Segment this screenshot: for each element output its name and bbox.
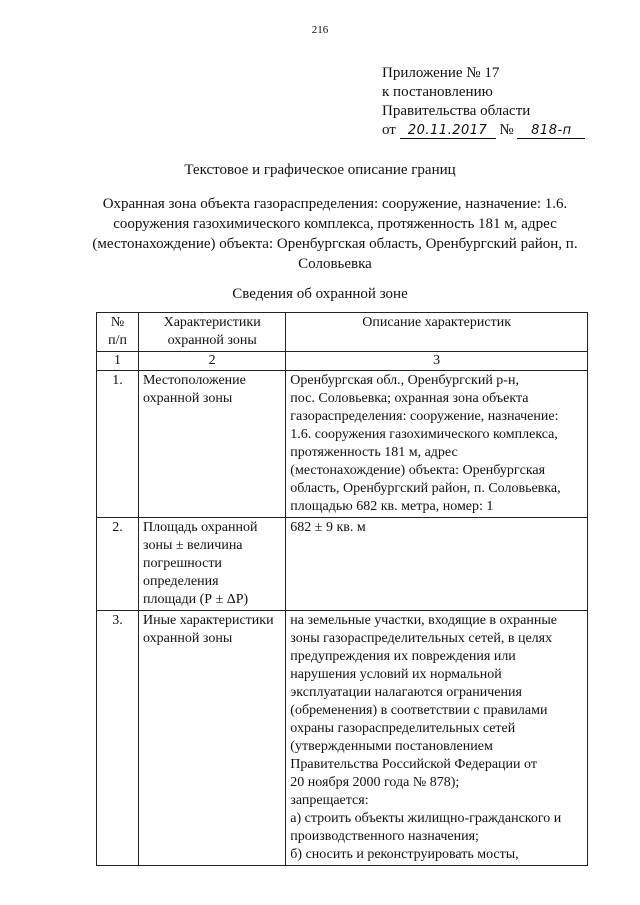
row-number: 2. bbox=[97, 518, 139, 611]
appendix-line-1: Приложение № 17 bbox=[382, 65, 500, 81]
table-header-row bbox=[97, 313, 588, 352]
appendix-date-line bbox=[382, 121, 585, 140]
row-characteristic: Местоположение охранной зоны bbox=[139, 371, 286, 518]
header-characteristics: Характеристики охранной зоны bbox=[139, 313, 286, 352]
handwritten-date: 20.11.2017 bbox=[400, 123, 496, 139]
row-number: 1. bbox=[97, 371, 139, 518]
table-row bbox=[97, 371, 588, 518]
row-description: Оренбургская обл., Оренбургский р-н, пос. Соловьевка; охранная зона объекта газораспределения: сооружение, назначение: 1.6. сооружения газохимического комплекса, протяженность 181 м, адрес (местонахождение) объекта: Оренбургская область, Оренбургский район, п. Соловьевка, площадью 682 кв. метра, номер: 1 bbox=[286, 371, 588, 518]
header-description: Описание характеристик bbox=[286, 313, 588, 352]
table-row bbox=[97, 611, 588, 866]
index-cell: 1 bbox=[97, 352, 139, 371]
zone-description: Охранная зона объекта газораспределения: сооружение, назначение: 1.6. сооружения газохимического комплекса, протяженность 181 м, адрес (местонахождение) объекта: Оренбургская область, Оренбургский район, п. Соловьевка bbox=[92, 196, 578, 272]
index-cell: 3 bbox=[286, 352, 588, 371]
row-characteristic: Площадь охранной зоны ± величина погрешности определения площади (Р ± ΔР) bbox=[139, 518, 286, 611]
handwritten-number: 818-п bbox=[517, 123, 585, 139]
protection-zone-table bbox=[96, 312, 588, 866]
index-cell: 2 bbox=[139, 352, 286, 371]
row-description: на земельные участки, входящие в охранные зоны газораспределительных сетей, в целях предупреждения их повреждения или нарушения условий их нормальной эксплуатации налагаются ограничения (обременения) в соответствии с правилами охраны газораспределительных сетей (утвержденными постановлением Правительства Российской Федерации от 20 ноября 2000 года № 878); запрещается: а) строить объекты жилищно-гражданского и производственного назначения; б) сносить и реконструировать мосты, bbox=[286, 611, 588, 866]
table-row bbox=[97, 518, 588, 611]
number-label: № bbox=[499, 122, 514, 138]
header-number: № п/п bbox=[97, 313, 139, 352]
table-index-row bbox=[97, 352, 588, 371]
row-number: 3. bbox=[97, 611, 139, 866]
row-characteristic: Иные характеристики охранной зоны bbox=[139, 611, 286, 866]
page-number: 216 bbox=[311, 24, 329, 36]
appendix-line-3: Правительства области bbox=[382, 103, 531, 119]
row-description: 682 ± 9 кв. м bbox=[286, 518, 588, 611]
document-title: Текстовое и графическое описание границ bbox=[184, 162, 456, 178]
appendix-block bbox=[382, 64, 585, 140]
section-title: Сведения об охранной зоне bbox=[232, 286, 408, 302]
from-label: от bbox=[382, 122, 396, 138]
appendix-line-2: к постановлению bbox=[382, 84, 493, 100]
